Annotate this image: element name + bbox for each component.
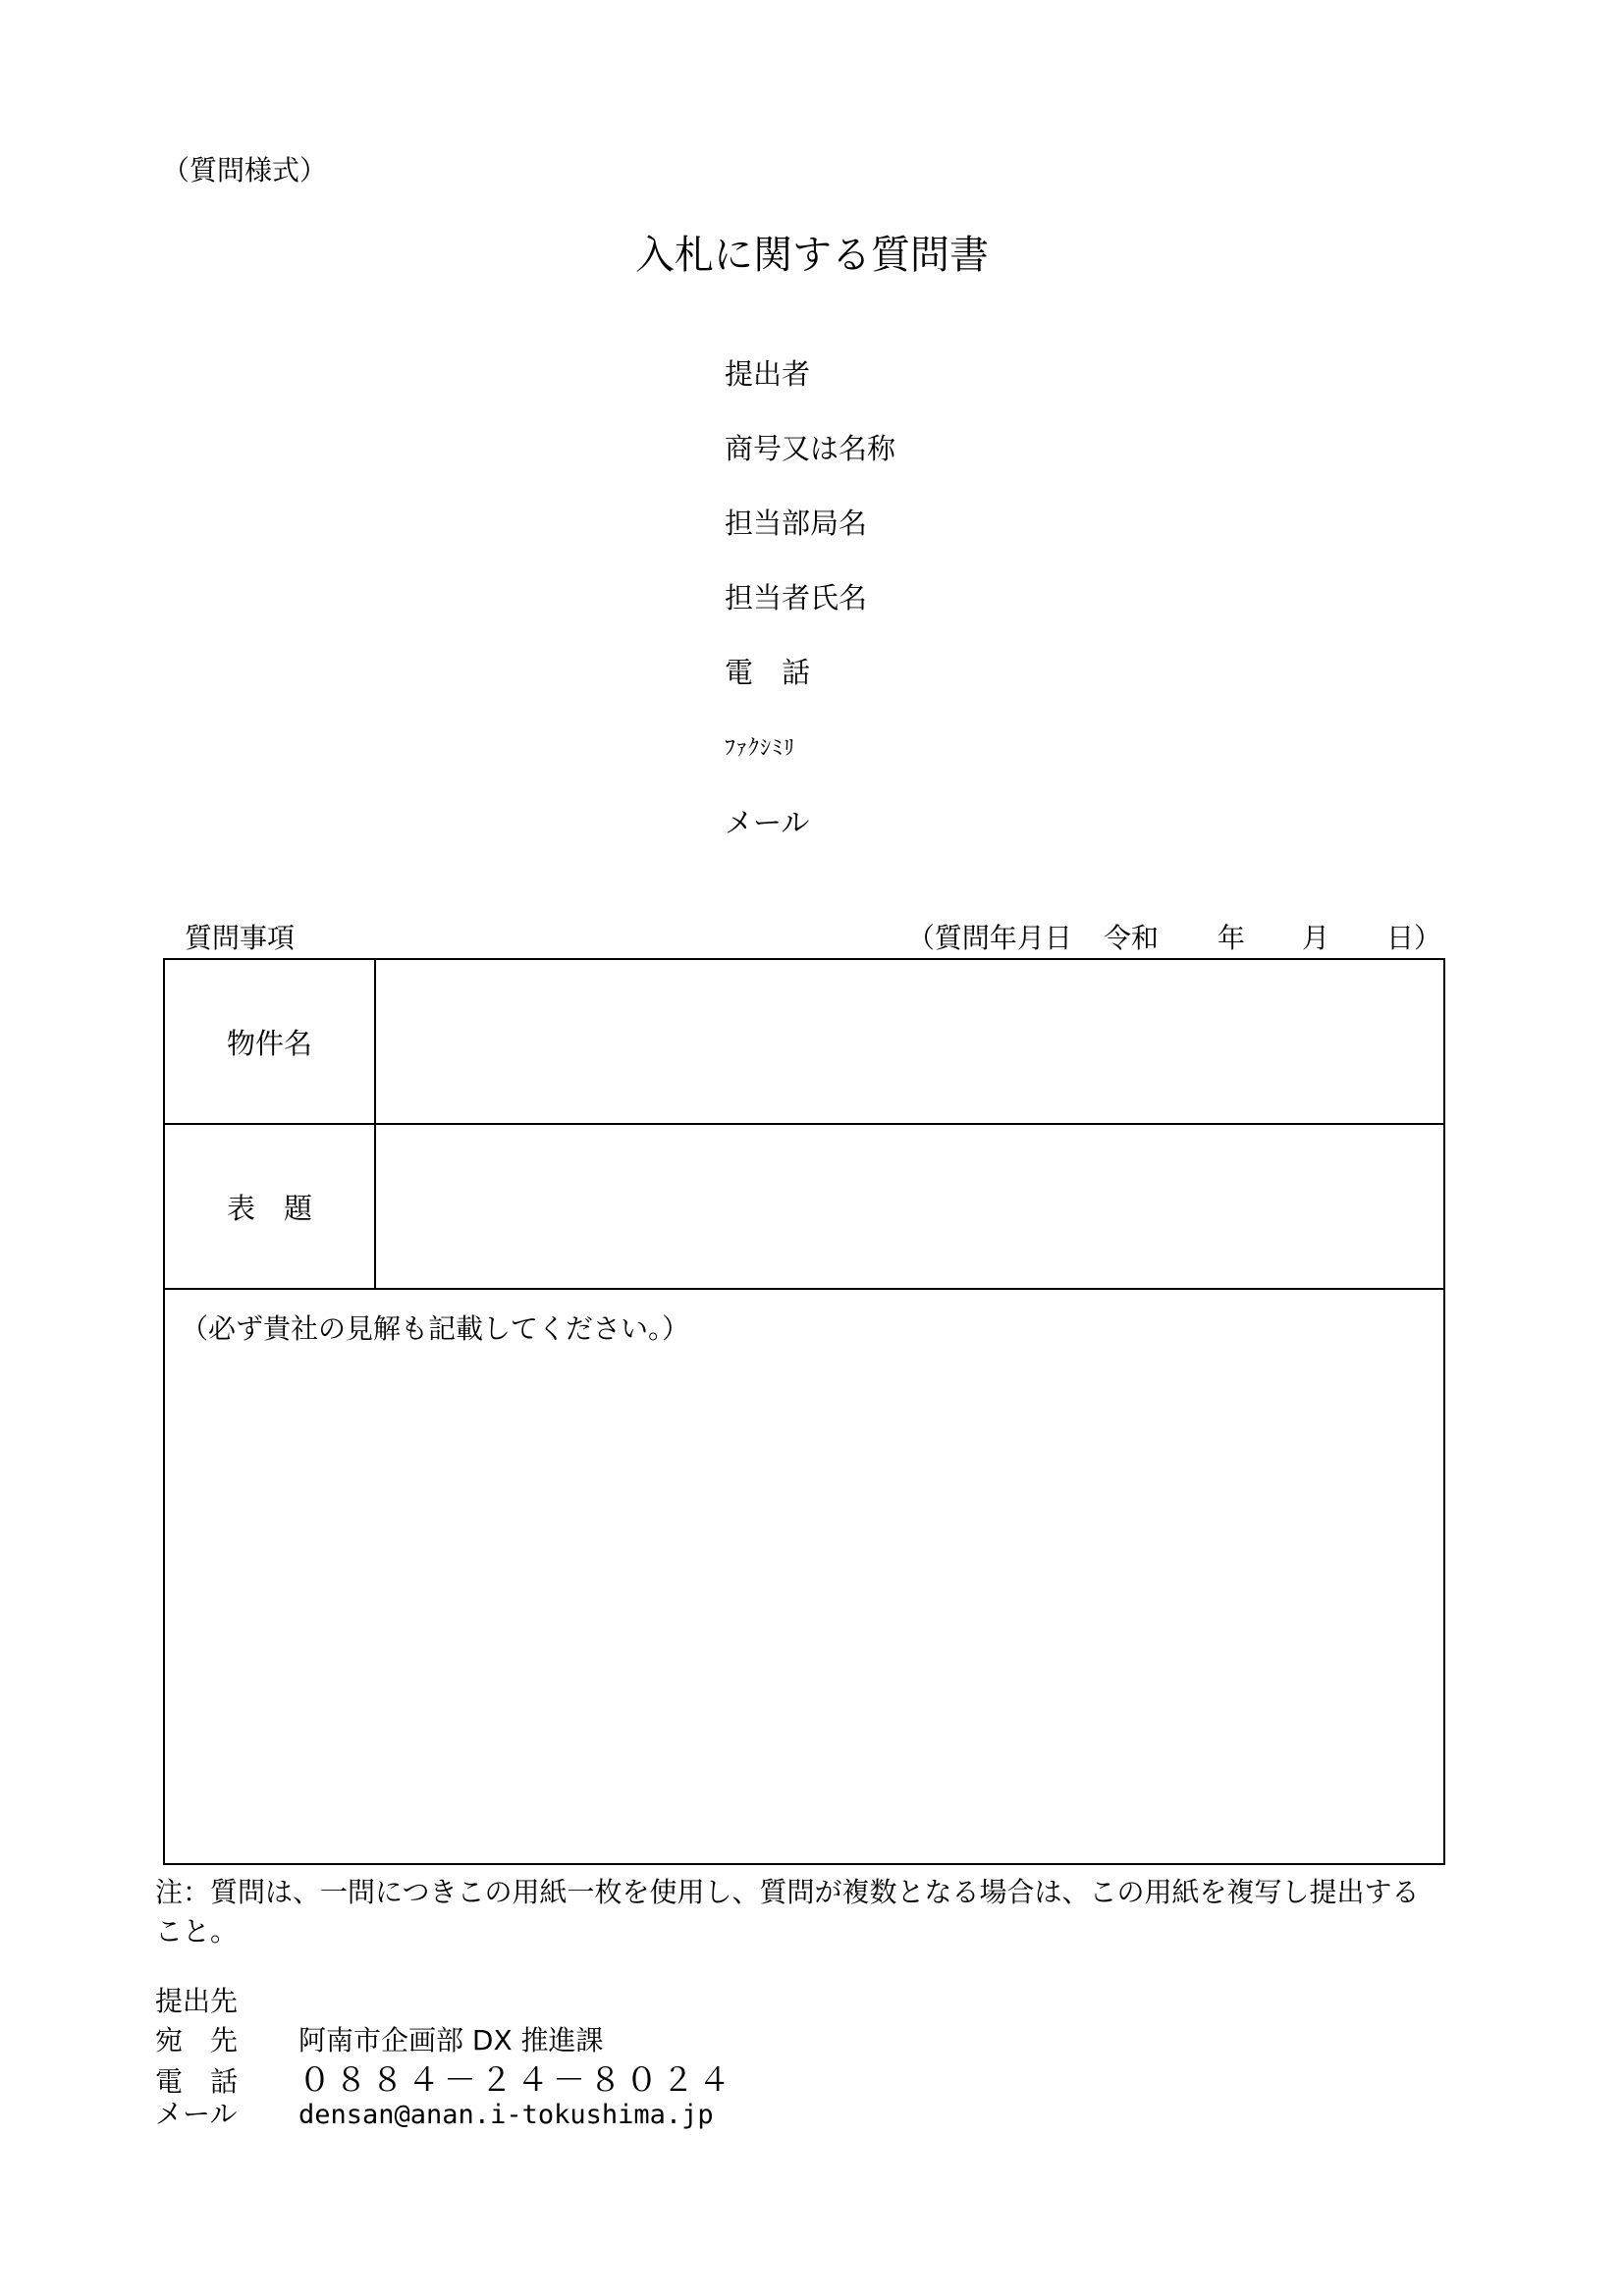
- phone-label: 電 話: [725, 656, 811, 689]
- question-date-line: [906, 922, 1441, 954]
- property-value-cell[interactable]: [376, 960, 1443, 1123]
- contact-person-label: 担当者氏名: [725, 581, 868, 614]
- destination-tel-value: ０８８４－２４－８０２４: [298, 2060, 734, 2099]
- era-label: 令和: [1103, 922, 1159, 954]
- subject-row: [165, 1125, 1443, 1290]
- day-unit: 日）: [1385, 922, 1441, 954]
- email-label: メール: [725, 806, 810, 839]
- destination-tel-label: 電 話: [155, 2065, 239, 2098]
- question-body-cell[interactable]: [165, 1290, 1443, 1863]
- month-unit: 月: [1301, 922, 1329, 954]
- question-section-label: 質問事項: [185, 922, 296, 954]
- property-label: 物件名: [165, 960, 376, 1123]
- date-label: （質問年月日: [906, 922, 1072, 954]
- submitter-heading: 提出者: [725, 357, 811, 391]
- form-type-label: （質問様式）: [162, 154, 328, 187]
- subject-value-cell[interactable]: [376, 1125, 1443, 1288]
- destination-tel-row: [155, 2060, 734, 2099]
- destination-mail-row: [155, 2098, 714, 2130]
- destination-heading: 提出先: [155, 1985, 239, 2017]
- document-title: 入札に関する質問書: [635, 233, 989, 278]
- property-row: [165, 960, 1443, 1125]
- destination-mail-label: メール: [155, 2098, 238, 2130]
- destination-to-row: [155, 2024, 604, 2056]
- question-form-table: [163, 958, 1445, 1865]
- year-unit: 年: [1217, 922, 1245, 954]
- destination-to-label: 宛 先: [155, 2024, 239, 2056]
- department-label: 担当部局名: [725, 507, 868, 540]
- destination-to-value: 阿南市企画部 DX 推進課: [298, 2024, 604, 2056]
- question-body-hint: （必ず貴社の見解も記載してください。）: [181, 1312, 690, 1345]
- destination-mail-value[interactable]: densan@anan.i-tokushima.jp: [298, 2100, 714, 2130]
- subject-label: 表 題: [165, 1125, 376, 1288]
- usage-note: 注：質問は、一問につきこの用紙一枚を使用し、質問が複数となる場合は、この用紙を複写し提出すること。: [155, 1876, 1420, 1948]
- company-name-label: 商号又は名称: [725, 432, 896, 465]
- fax-label: ﾌｧｸｼﾐﾘ: [725, 736, 796, 761]
